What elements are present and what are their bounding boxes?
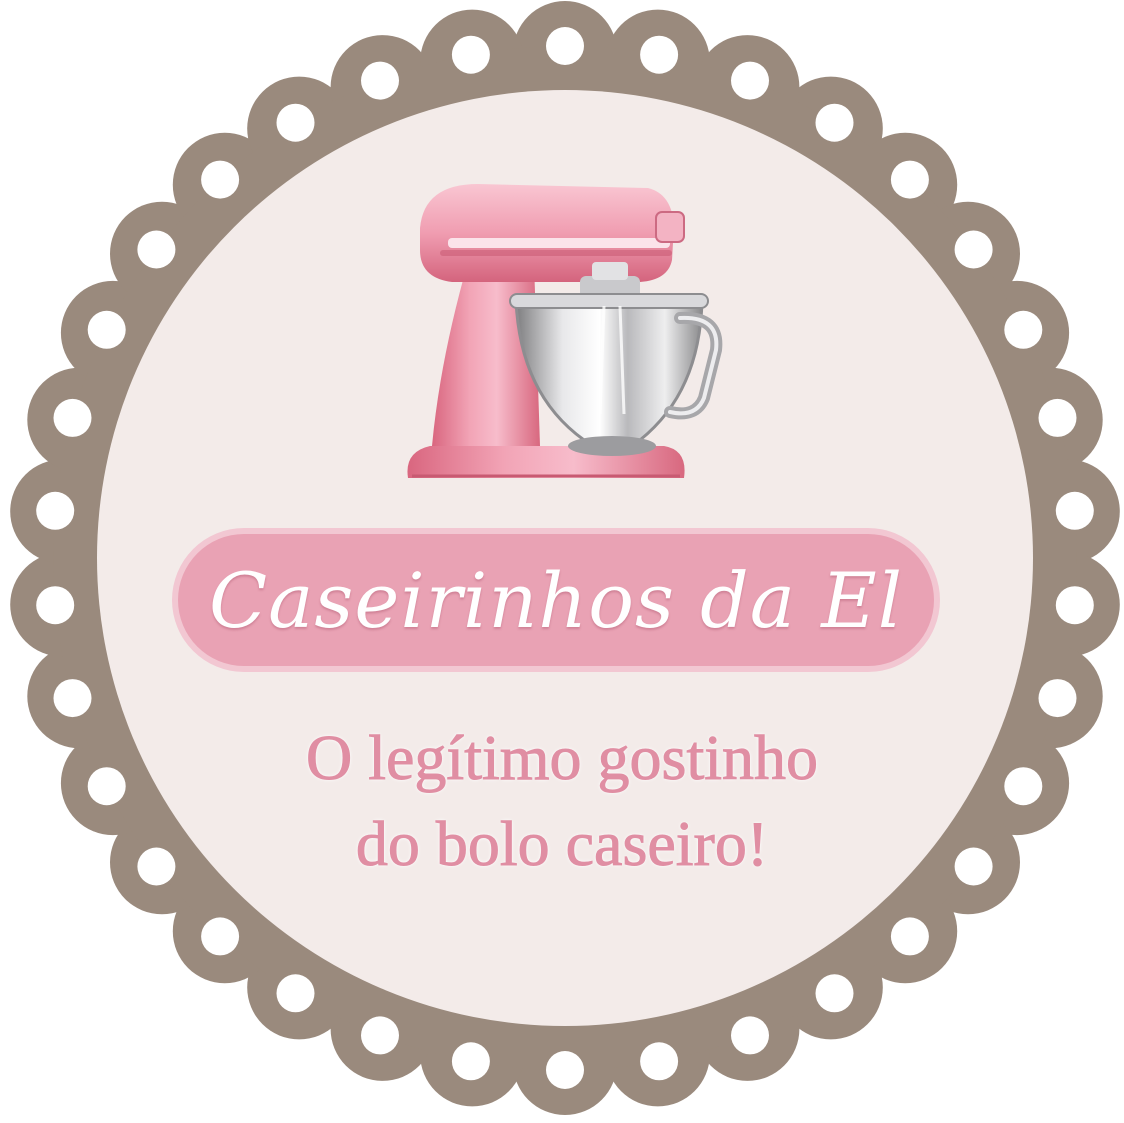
brand-name: Caseirinhos da El [208,555,904,645]
ring-hole [1056,586,1094,624]
ring-hole [54,679,92,717]
ring-hole [1039,679,1077,717]
ring-hole [891,161,929,199]
ring-hole [452,1042,490,1080]
ring-hole [546,27,584,65]
tagline-line-1: O legítimo gostinho [306,722,818,793]
ring-hole [640,1042,678,1080]
ring-hole [277,104,315,142]
ring-hole [1056,492,1094,530]
ring-hole [137,231,175,269]
ring-hole [816,974,854,1012]
ring-hole [955,848,993,886]
ring-hole [1004,311,1042,349]
brand-banner [178,534,934,666]
ring-hole [955,231,993,269]
ring-hole [88,767,126,805]
ring-hole [731,1016,769,1054]
ring-hole [201,917,239,955]
ring-hole [546,1051,584,1089]
ring-hole [88,311,126,349]
ring-hole [201,161,239,199]
ring-hole [1004,767,1042,805]
ring-hole [816,104,854,142]
ring-hole [54,399,92,437]
ring-hole [277,974,315,1012]
ring-hole [731,62,769,100]
ring-hole [452,36,490,74]
tagline-line-2: do bolo caseiro! [355,808,769,879]
ring-hole [361,1016,399,1054]
ring-hole [137,848,175,886]
ring-hole [36,586,74,624]
ring-hole [640,36,678,74]
ring-hole [361,62,399,100]
ring-hole [36,492,74,530]
ring-hole [891,917,929,955]
ring-hole [1039,399,1077,437]
